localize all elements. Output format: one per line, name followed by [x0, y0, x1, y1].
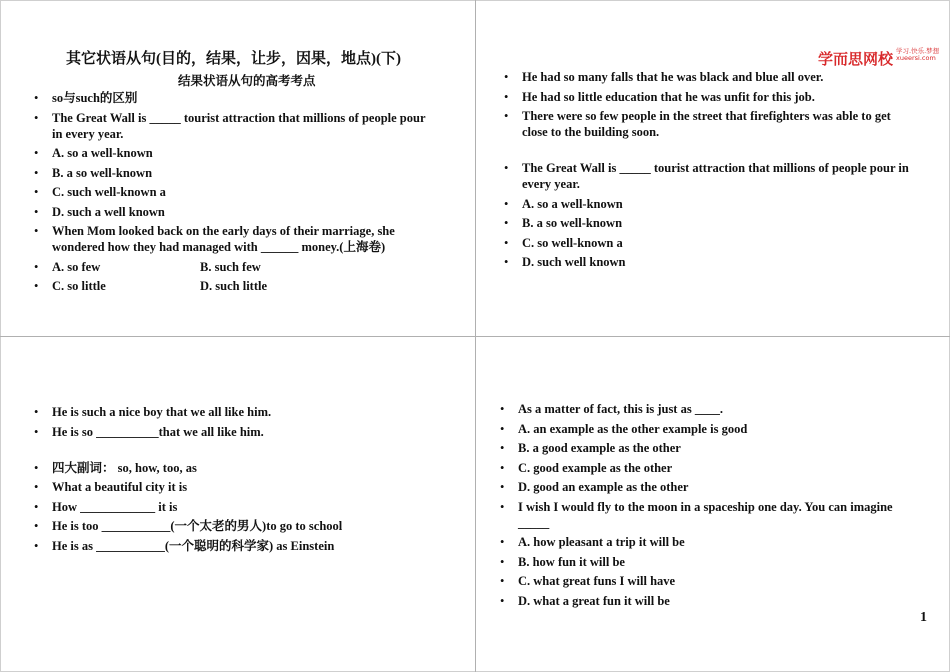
slide-title: 其它状语从句(目的，结果，让步，因果，地点)(下) — [66, 51, 401, 67]
list-item: • A. how pleasant a trip it will be — [496, 534, 926, 550]
top-right-panel — [500, 69, 910, 274]
top-right-list — [500, 69, 910, 270]
bottom-left-list — [30, 404, 440, 554]
page-number: 1 — [920, 610, 927, 625]
list-item: • He is so __________that we all like him. — [30, 424, 440, 440]
list-item: • The Great Wall is _____ tourist attraction that millions of people pour in every year. — [30, 110, 430, 142]
list-item: • D. what a great fun it will be — [496, 593, 926, 609]
list-item: • As a matter of fact, this is just as ____. — [496, 401, 926, 417]
list-item: • D. good an example as the other — [496, 479, 926, 495]
list-item: • A. an example as the other example is good — [496, 421, 926, 437]
list-item: • B. a good example as the other — [496, 440, 926, 456]
logo-text: 学而思网校 — [818, 50, 894, 68]
list-item: • He is too ___________(一个太老的男人)to go to school — [30, 518, 440, 534]
list-item: • What a beautiful city it is — [30, 479, 440, 495]
list-item: • There were so few people in the street that firefighters was able to get close to the building soon. — [500, 108, 910, 140]
list-item: • I wish I would fly to the moon in a spaceship one day. You can imagine _____ — [496, 499, 926, 531]
option-d: D. such little — [200, 279, 268, 293]
horizontal-divider — [0, 336, 950, 337]
list-item: • C. such well-known a — [30, 184, 430, 200]
list-item: • D. such well known — [500, 254, 910, 270]
xueersi-logo — [818, 48, 939, 69]
list-item-pair — [30, 278, 430, 294]
top-left-list — [30, 90, 430, 294]
top-left-panel — [30, 90, 430, 298]
list-item: • When Mom looked back on the early days of their marriage, she wondered how they had managed with ______ money.(上海卷) — [30, 223, 430, 255]
list-item: • He had so little education that he was unfit for this job. — [500, 89, 910, 105]
list-item: • B. a so well-known — [30, 165, 430, 181]
list-item: • He had so many falls that he was black and blue all over. — [500, 69, 910, 85]
list-item: • The Great Wall is _____ tourist attraction that millions of people pour in every year. — [500, 160, 910, 192]
list-item: • C. good example as the other — [496, 460, 926, 476]
list-item-pair — [30, 259, 430, 275]
list-item: • so与such的区别 — [30, 90, 430, 106]
bottom-right-panel — [496, 401, 926, 612]
slide-subtitle: 结果状语从句的高考考点 — [178, 74, 316, 88]
option-b: B. such few — [200, 259, 261, 274]
list-item: • B. how fun it will be — [496, 554, 926, 570]
list-item: • A. so a well-known — [500, 196, 910, 212]
list-item: • C. what great funs I will have — [496, 573, 926, 589]
list-item: • D. such a well known — [30, 204, 430, 220]
option-c: C. so little — [52, 279, 106, 293]
logo-slogan: 学习.快乐.梦想 — [896, 47, 940, 55]
bottom-left-panel — [30, 404, 440, 557]
list-item: • B. a so well-known — [500, 215, 910, 231]
logo-side — [896, 48, 939, 62]
option-a: A. so few — [52, 259, 101, 274]
list-item: • C. so well-known a — [500, 235, 910, 251]
list-item: • 四大副词： so, how, too, as — [30, 460, 440, 476]
list-item: • How ____________ it is — [30, 499, 440, 515]
logo-url: xueersi.com — [896, 54, 936, 62]
bottom-right-list — [496, 401, 926, 609]
list-item: • A. so a well-known — [30, 145, 430, 161]
list-item: • He is such a nice boy that we all like him. — [30, 404, 440, 420]
list-item: • He is as ___________(一个聪明的科学家) as Einstein — [30, 538, 440, 554]
